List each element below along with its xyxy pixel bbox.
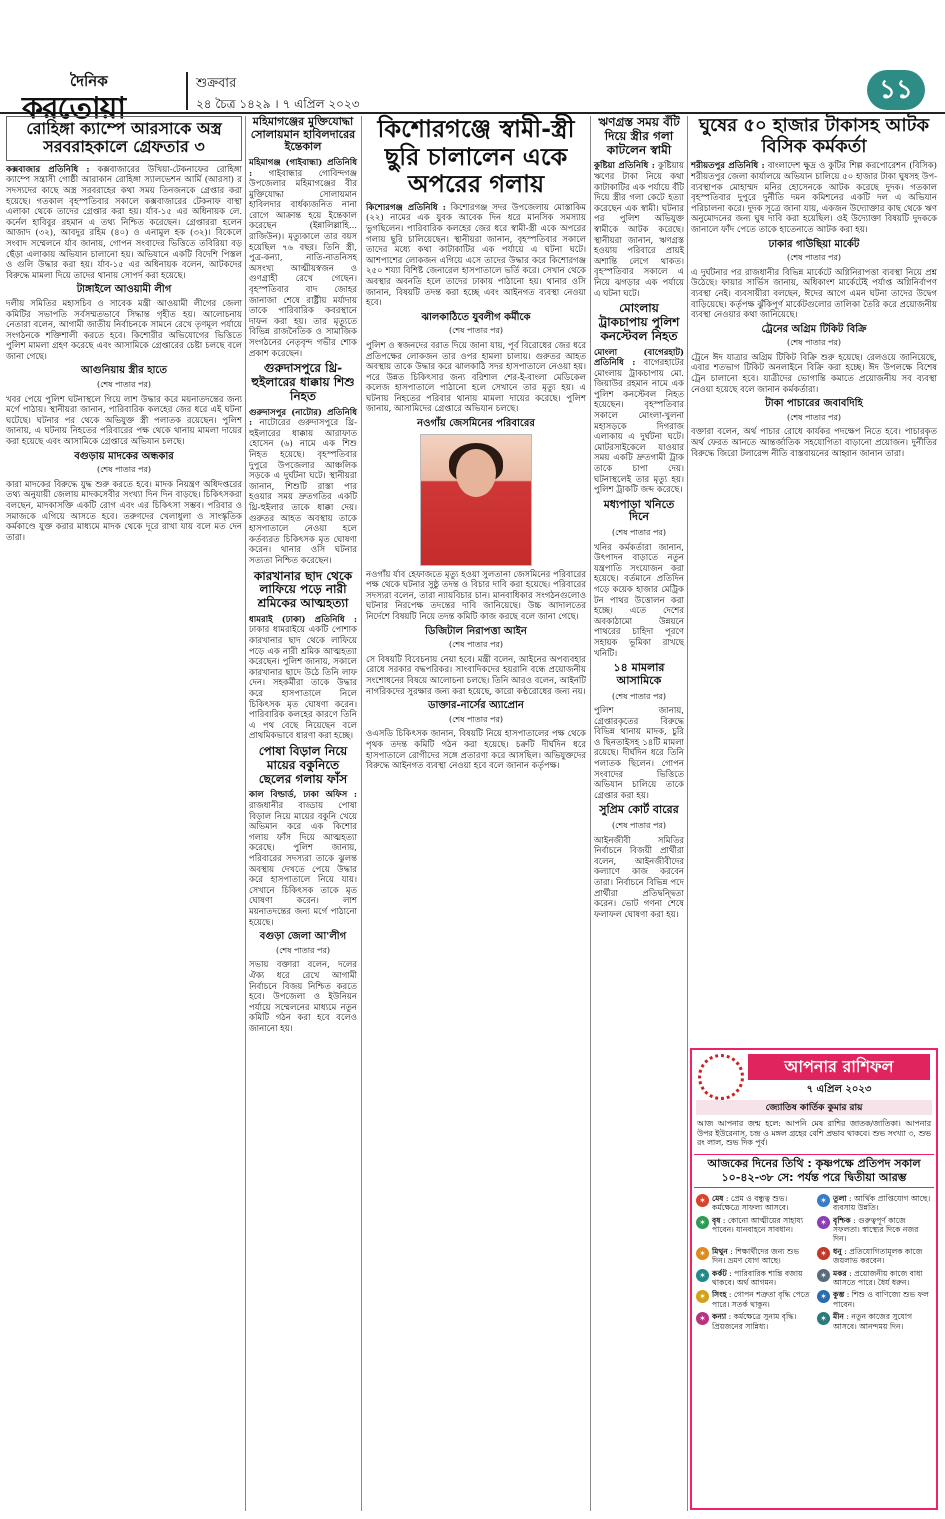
subhead-maddhapara: মধ্যপাড়া খনিতে দিনে — [603, 497, 675, 524]
article-body: ওএসডি চিকিৎসক জানান, বিষয়টি নিয়ে হাসপাতালের পক্ষ থেকে পৃথক তদন্ত কমিটি গঠন করা হয়েছে। চক্রটি দীর্ঘদিন ধরে হাসপাতালে রোগীদের সঙ্গে প্রতারণা করে আসছিল। অভিযুক্তদের বিরুদ্ধে আইনগত ব্যবস্থা নেওয়া হবে বলে জানান কর্তৃপক্ষ। — [366, 729, 586, 772]
continued-note: (শেষ পাতার পর) — [611, 821, 667, 831]
article-body: কারা মাদকের বিরুদ্ধে যুদ্ধ শুরু করতে হবে। মাদক নিয়ন্ত্রণ অধিদপ্তরের তথ্য অনুযায়ী জেলায় মাদকসেবীর সংখ্যা দিন দিন বাড়ছে। চিকিৎসকরা বলছেন, মাদকাসক্তি একটি রোগ এবং এর চিকিৎসা সম্ভব। পরিবার ও সমাজকে এগিয়ে আসতে হবে। তরুণদের খেলাধুলা ও সাংস্কৃতিক কর্মকাণ্ডে যুক্ত করার মাধ্যমে মাদক থেকে দূরে রাখা যায় বলে মত দেন তারা। — [6, 479, 242, 543]
subhead-child-killed: গুরুদাসপুরে থ্রি-হুইলারের ধাক্কায় শিশু নিহত — [251, 361, 355, 403]
zodiac-sign-item: ✶ কুম্ভ : শিশু ও বাণিজ্যে শুভ ফল পাবেন। — [817, 1290, 932, 1309]
zodiac-sign-item: ✶ মেষ : প্রেম ও বন্ধুত্ব শুভ। কর্মক্ষেত্রে সাফল্য আসবে। — [696, 1194, 811, 1213]
zodiac-icon: ✶ — [696, 1269, 709, 1282]
subhead-naogaon: নওগাঁয় জেসমিনের পরিবারের — [417, 418, 535, 430]
headline-husband: ঋণগ্রস্ত সময় বঁটি দিয়ে স্ত্রীর গলা কাটলেন স্বামী — [598, 115, 680, 157]
headline-freedom-fighter: মহিমাগঞ্জের মুক্তিযোদ্ধা সোলায়মান হাবিলদারের ইন্তেকাল — [250, 115, 356, 154]
headline-bribe: ঘুষের ৫০ হাজার টাকাসহ আটক বিসিক কর্মকর্তা — [698, 115, 930, 157]
zodiac-sign-name: কর্কট — [712, 1268, 727, 1278]
zodiac-grid — [692, 1192, 936, 1333]
zodiac-icon: ✶ — [817, 1312, 830, 1325]
zodiac-icon: ✶ — [696, 1247, 709, 1260]
horoscope-box — [690, 1048, 938, 1510]
article-body: খবর পেয়ে পুলিশ ঘটনাস্থলে গিয়ে লাশ উদ্ধার করে ময়নাতদন্তের জন্য মর্গে পাঠায়। স্থানীয়রা জানান, পারিবারিক কলহের জের ধরে এই ঘটনা ঘটেছে। ঘটনার পর থেকে অভিযুক্ত স্ত্রী পলাতক রয়েছেন। পুলিশ জানায়, এ ঘটনায় নিহতের পরিবারের পক্ষ থেকে থানায় মামলা দায়ের করা হয়েছে এবং আসামিকে গ্রেপ্তারে অভিযান চলছে। — [6, 394, 242, 448]
zodiac-sign-text: গোপন শত্রুতা বৃদ্ধি পেতে পারে। সতর্ক থাকুন। — [712, 1290, 810, 1309]
dateline: ২৪ চৈত্র ১৪২৯ । ৭ এপ্রিল ২০২৩ — [196, 97, 360, 111]
zodiac-icon: ✶ — [817, 1216, 830, 1229]
zodiac-sign-text: কোনো আত্মীয়ের সাহায্য পাবেন। যানবাহনে সাবধান। — [712, 1215, 804, 1234]
zodiac-sign-text: প্রেম ও বন্ধুত্ব শুভ। কর্মক্ষেত্রে সাফল্য আসবে। — [712, 1193, 789, 1213]
continued-note: (শেষ পাতার পর) — [448, 640, 504, 650]
article-body: সে বিষয়টি বিবেচনায় নেয়া হবে। মন্ত্রী বলেন, আইনের অপব্যবহার রোধে সরকার বদ্ধপরিকর। সাংবাদিকদের হয়রানি বন্ধে প্রয়োজনীয় সংশোধনের বিষয়ে আলোচনা চলছে। তিনি আরও বলেন, আইনটি নাগরিকদের সুরক্ষার জন্য করা হয়েছে, কারো কণ্ঠরোধের জন্য নয়। — [366, 654, 586, 697]
article-body: নওগাঁয় র্যাব হেফাজতে মৃত্যু হওয়া সুলতানা জেসমিনের পরিবারের পক্ষ থেকে ঘটনার সুষ্ঠু তদন্ত ও বিচার দাবি করা হয়েছে। পরিবারের সদস্যরা বলেন, তারা ন্যায়বিচার চান। মানবাধিকার সংগঠনগুলোও ঘটনার নিরপেক্ষ তদন্তের দাবি জানিয়েছে। উচ্চ আদালতের নির্দেশে বিষয়টি নিয়ে তদন্ত কমিটি কাজ করছে বলে জানা গেছে। — [366, 569, 586, 623]
byline: কাল বিল্ডার্ড, ঢাকা অফিস : — [249, 790, 357, 801]
article-body: খনির কর্মকর্তারা জানান, উৎপাদন বাড়াতে নতুন যন্ত্রপাতি সংযোজন করা হয়েছে। বর্তমানে প্রতিদিন গড়ে কয়েক হাজার মেট্রিক টন পাথর উত্তোলন করা হচ্ছে। এতে দেশের অবকাঠামো উন্নয়নে পাথরের চাহিদা পূরণে সহায়ক ভূমিকা রাখছে খনিটি। — [594, 542, 684, 659]
headline-kishoreganj: কিশোরগঞ্জে স্বামী-স্ত্রী ছুরি চালালেন একে অপরের গলায় — [377, 115, 575, 199]
page-number: ১১ — [867, 70, 925, 110]
astrologer-name: জ্যোতিষ কার্তিক কুমার রায় — [696, 1100, 932, 1115]
article-body: বক্তারা বলেন, অর্থ পাচার রোধে কার্যকর পদক্ষেপ নিতে হবে। পাচারকৃত অর্থ ফেরত আনতে আন্তর্জাতিক সহযোগিতা বাড়ানো প্রয়োজন। দুর্নীতির বিরুদ্ধে জিরো টলারেন্স নীতি বাস্তবায়নের আহ্বান জানান তারা। — [691, 427, 937, 459]
column-rule — [361, 116, 362, 1511]
subhead-digital-security: ডিজিটাল নিরাপত্তা আইন — [425, 625, 527, 637]
byline: কুষ্টিয়া প্রতিনিধি : — [594, 161, 655, 172]
zodiac-sign-item: ✶ ধনু : প্রতিযোগিতামূলক কাজে জয়লাভ করবেন। — [817, 1247, 932, 1266]
subhead-worker-suicide: কারখানার ছাদ থেকে লাফিয়ে পড়ে নারী শ্রমিকের আত্মহত্যা — [253, 568, 353, 611]
zodiac-sign-item: ✶ বৃশ্চিক : গুরুত্বপূর্ণ কাজে সফলতা। স্বাস্থ্যের দিকে নজর দিন। — [817, 1216, 932, 1244]
zodiac-icon: ✶ — [696, 1312, 709, 1325]
byline: ধামরাই (ঢাকা) প্রতিনিধি : — [249, 614, 357, 625]
continued-note: (শেষ পাতার পর) — [448, 326, 504, 336]
zodiac-icon: ✶ — [696, 1216, 709, 1229]
article-body: ট্রেনে ঈদ যাত্রার অগ্রিম টিকিট বিক্রি শুরু হয়েছে। রেলওয়ে জানিয়েছে, এবার শতভাগ টিকিট অনলাইনে বিক্রি করা হচ্ছে। ঈদ উপলক্ষে বিশেষ ট্রেন চালানো হবে। যাত্রীদের ভোগান্তি কমাতে প্রয়োজনীয় সব ব্যবস্থা নেওয়া হয়েছে বলে জানান কর্মকর্তারা। — [691, 352, 937, 395]
subhead-jhalokathi: ঝালকাঠিতে যুবলীগ কর্মীকে — [421, 311, 531, 323]
subhead-doctor-apron: ডাক্তার-নার্সের অ্যাপ্রোন — [428, 700, 524, 712]
zodiac-icon: ✶ — [817, 1194, 830, 1207]
column-2 — [249, 116, 357, 1511]
horoscope-title: আপনার রাশিফল — [748, 1054, 930, 1080]
zodiac-sign-item: ✶ বৃষ : কোনো আত্মীয়ের সাহায্য পাবেন। যানবাহনে সাবধান। — [696, 1216, 811, 1244]
subhead-pet-cat: পোষা বিড়াল নিয়ে মায়ের বকুনিতে ছেলের গলায় ফাঁস — [258, 744, 348, 786]
column-1 — [6, 116, 242, 1511]
article-body: পুলিশ জানায়, গ্রেপ্তারকৃতের বিরুদ্ধে বিভিন্ন থানায় মাদক, চুরি ও ছিনতাইসহ ১৪টি মামলা রয়েছে। দীর্ঘদিন ধরে তিনি পলাতক ছিলেন। গোপন সংবাদের ভিত্তিতে অভিযান চালিয়ে তাকে গ্রেপ্তার করা হয়। — [594, 706, 684, 801]
column-4 — [594, 116, 684, 1511]
zodiac-sign-text: নতুন কাজের সুযোগ আসবে। আনন্দময় দিন। — [833, 1312, 913, 1331]
masthead — [0, 0, 945, 126]
zodiac-sign-item: ✶ মীন : নতুন কাজের সুযোগ আসবে। আনন্দময় দিন। — [817, 1312, 932, 1331]
zodiac-sign-text: গুরুত্বপূর্ণ কাজে সফলতা। স্বাস্থ্যের দিকে নজর দিন। — [833, 1215, 919, 1244]
byline: কিশোরগঞ্জ প্রতিনিধি : — [366, 202, 446, 213]
portrait-photo — [420, 434, 532, 566]
logo-tagline: দৈনিক — [70, 72, 108, 90]
subhead-bogura-al: বগুড়া জেলা আ'লীগ — [259, 931, 347, 943]
zodiac-sign-item: ✶ সিংহ : গোপন শত্রুতা বৃদ্ধি পেতে পারে। সতর্ক থাকুন। — [696, 1290, 811, 1309]
zodiac-sign-text: আর্থিক প্রাপ্তিযোগ আছে। ব্যবসায় উন্নতি। — [833, 1193, 931, 1213]
zodiac-sign-item: ✶ তুলা : আর্থিক প্রাপ্তিযোগ আছে। ব্যবসায় উন্নতি। — [817, 1194, 932, 1213]
column-3 — [366, 116, 586, 1511]
column-5 — [691, 116, 937, 1042]
column-rule — [590, 116, 591, 1511]
zodiac-sign-name: মকর — [833, 1268, 847, 1278]
article-body: কুষ্টিয়ায় ঋণের টাকা নিয়ে কথা কাটাকাটির এক পর্যায়ে বঁটি দিয়ে স্ত্রীর গলা কেটে হত্যা করেছেন এক স্বামী। ঘটনার পর পুলিশ অভিযুক্ত স্বামীকে আটক করেছে। স্থানীয়রা জানান, ঋণগ্রস্ত হওয়ায় পরিবারে প্রায়ই অশান্তি লেগে থাকত। বৃহস্পতিবার সকালে এ নিয়ে ঝগড়ার এক পর্যায়ে এ ঘটনা ঘটে। — [594, 161, 685, 299]
horoscope-header — [692, 1050, 936, 1098]
article-body: নাটোরের গুরুদাসপুরে থ্রি-হুইলারের ধাক্কায় আরাফাত হোসেন (৬) নামে এক শিশু নিহত হয়েছে। বৃহস্পতিবার দুপুরে উপজেলার আঞ্চলিক সড়কে এ দুর্ঘটনা ঘটে। স্থানীয়রা জানান, শিশুটি রাস্তা পার হওয়ার সময় দ্রুতগতির একটি থ্রি-হুইলার তাকে ধাক্কা দেয়। গুরুতর আহত অবস্থায় তাকে হাসপাতালে নেওয়া হলে কর্তব্যরত চিকিৎসক মৃত ঘোষণা করেন। থানার ওসি ঘটনার সত্যতা নিশ্চিত করেছেন। — [249, 418, 358, 566]
zodiac-sign-name: মিথুন — [712, 1246, 728, 1256]
zodiac-sign-name: বৃষ — [712, 1215, 721, 1225]
article-body: এ দুর্ঘটনার পর রাজধানীর বিভিন্ন মার্কেটে অগ্নিনিরাপত্তা ব্যবস্থা নিয়ে প্রশ্ন উঠেছে। ফায়ার সার্ভিস জানায়, অধিকাংশ মার্কেটেই পর্যাপ্ত অগ্নিনির্বাপণ ব্যবস্থা নেই। ব্যবসায়ীরা বলছেন, ঈদের আগে এমন ঘটনা তাদের উদ্বেগ বাড়িয়েছে। কর্তৃপক্ষ ঝুঁকিপূর্ণ মার্কেটগুলোর তালিকা তৈরি করে প্রয়োজনীয় ব্যবস্থা নেওয়ার কথা জানিয়েছে। — [691, 267, 937, 321]
continued-note: (শেষ পাতার পর) — [275, 945, 331, 955]
zodiac-sign-item: ✶ কন্যা : কর্মক্ষেত্রে সুনাম বৃদ্ধি। প্রিয়জনের সান্নিধ্য। — [696, 1312, 811, 1331]
zodiac-sign-name: কন্যা — [712, 1312, 727, 1322]
article-body: বাংলাদেশ ক্ষুদ্র ও কুটির শিল্প করপোরেশন (বিসিক) শরীয়তপুর জেলা কার্যালয়ে অভিযান চালিয়ে ৫০ হাজার টাকা ঘুষসহ উপ-ব্যবস্থাপক মোহাম্মদ মনির হোসেনকে আটক করেছে দুদক। গতকাল বৃহস্পতিবার দুপুরে দুর্নীতি দমন কমিশনের একটি দল এ অভিযান পরিচালনা করে। দুদক সূত্রে জানা যায়, একজন উদ্যোক্তার কাছ থেকে ঋণ অনুমোদনের জন্য ঘুষ দাবি করা হয়েছিল। ওই উদ্যোক্তা বিষয়টি দুদককে জানালে ফাঁদ পেতে তাকে হাতেনাতে আটক করা হয়। — [691, 161, 937, 235]
continued-note: (শেষ পাতার পর) — [786, 338, 842, 348]
zodiac-icon: ✶ — [696, 1290, 709, 1303]
article-body: রাজধানীর বাড্ডায় পোষা বিড়াল নিয়ে মায়ের বকুনি খেয়ে অভিমান করে এক কিশোর গলায় ফাঁস দিয়ে আত্মহত্যা করেছে। পুলিশ জানায়, পরিবারের সদস্যরা তাকে ঝুলন্ত অবস্থায় দেখতে পেয়ে উদ্ধার করে হাসপাতালে নিয়ে যায়। সেখানে চিকিৎসক তাকে মৃত ঘোষণা করেন। লাশ ময়নাতদন্তের জন্য মর্গে পাঠানো হয়েছে। — [249, 801, 357, 928]
zodiac-icon: ✶ — [817, 1269, 830, 1282]
subhead-bogura-drugs: বগুড়ায় মাদকের অন্ধকার — [74, 450, 174, 462]
subhead-tangail: টাঙ্গাইলে আওয়ামী লীগ — [76, 284, 172, 296]
column-rule — [687, 116, 688, 1511]
tithi-banner: আজকের দিনের তিথি : কৃষ্ণপক্ষে প্রতিপদ সকাল ১০-৪২-৩৮ সে: পর্যন্ত পরে দ্বিতীয়া আরম্ভ — [694, 1154, 934, 1188]
continued-note: (শেষ পাতার পর) — [611, 528, 667, 538]
horoscope-date: ৭ এপ্রিল ২০২৩ — [806, 1084, 872, 1095]
article-body: সভায় বক্তারা বলেন, দলের ঐক্য ধরে রেখে আগামী নির্বাচনে বিজয় নিশ্চিত করতে হবে। উপজেলা ও ইউনিয়ন পর্যায়ে সম্মেলনের মাধ্যমে নতুন কমিটি গঠন করা হবে বলেও জানানো হয়। — [249, 960, 357, 1034]
article-body: ঢাকার ধামরাইয়ে একটি পোশাক কারখানার ছাদ থেকে লাফিয়ে পড়ে এক নারী শ্রমিক আত্মহত্যা করেছেন। পুলিশ জানায়, সকালে কারখানার ছাদে উঠে তিনি লাফ দেন। সহকর্মীরা তাকে উদ্ধার করে হাসপাতালে নিলে চিকিৎসক মৃত ঘোষণা করেন। পারিবারিক কলহের কারণে তিনি এ পথ বেছে নিয়েছেন বলে প্রাথমিকভাবে ধারণা করা হচ্ছে। — [249, 625, 357, 742]
horoscope-intro: আজ আপনার জন্ম হলে: আপনি মেষ রাশির জাতক/জাতিকা। আপনার উপর ইউরেনাস, চন্দ্র ও মঙ্গল গ্রহের বেশি প্রভাব থাকবে। শুভ সংখ্যা ৩, শুভ রং লাল, শুভ দিক পূর্ব। — [697, 1119, 931, 1148]
zodiac-sign-name: মেষ — [712, 1193, 724, 1203]
masthead-divider — [186, 72, 188, 110]
article-body: পুলিশ ও স্বজনদের বরাত দিয়ে জানা যায়, পূর্ব বিরোধের জের ধরে প্রতিপক্ষের লোকজন তার ওপর হামলা চালায়। গুরুতর আহত অবস্থায় তাকে উদ্ধার করে ঝালকাঠি সদর হাসপাতালে নেওয়া হয়। পরে উন্নত চিকিৎসার জন্য বরিশাল শের-ই-বাংলা মেডিকেল কলেজ হাসপাতালে পাঠানো হলে সেখানে তার মৃত্যু হয়। এ ঘটনায় নিহতের পরিবার থানায় মামলা দায়ের করেছে। পুলিশ জানায়, আসামিদের গ্রেপ্তারে অভিযান চলছে। — [366, 340, 586, 415]
byline: গুরুদাসপুর (নাটোর) প্রতিনিধি : — [249, 407, 357, 429]
zodiac-sign-name: কুম্ভ — [833, 1290, 845, 1300]
zodiac-sign-text: কর্মক্ষেত্রে সুনাম বৃদ্ধি। প্রিয়জনের সান্নিধ্য। — [712, 1312, 797, 1331]
byline: মোংলা (বাগেরহাট) প্রতিনিধি : — [594, 347, 684, 369]
article-body: দলীয় সমিতির মহাসচিব ও সাবেক মন্ত্রী আওয়ামী লীগের জেলা কমিটির সভাপতি সর্বসম্মতভাবে সিদ্ধান্ত গৃহীত হয়। আলোচনায় নেতারা বলেন, আগামী জাতীয় নির্বাচনকে সামনে রেখে তৃণমূল পর্যায়ে সংগঠনকে শক্তিশালী করতে হবে। কিশোরীর অভিযোগের ভিত্তিতে পুলিশ মামলা গ্রহণ করেছে এবং আসামিকে গ্রেপ্তারের চেষ্টা চলছে বলে জানা গেছে। — [6, 298, 242, 362]
continued-note: (শেষ পাতার পর) — [96, 380, 152, 390]
zodiac-sign-text: প্রতিযোগিতামূলক কাজে জয়লাভ করবেন। — [833, 1246, 923, 1266]
zodiac-sign-name: মীন — [833, 1312, 844, 1322]
byline: শরীয়তপুর প্রতিনিধি : — [691, 161, 765, 172]
subhead-gausia-market: ঢাকার গাউছিয়া মার্কেট — [768, 238, 860, 250]
article-body: কক্সবাজারের উখিয়া-টেকনাফের রোহিঙ্গা ক্যাম্পে সন্ত্রাসী গোষ্ঠী আরাকান রোহিঙ্গা স্যালভেশন আর্মি (আরসা) র সদস্যদের কাছে অস্ত্র সরবরাহের কথা সময় তিনজনকে গ্রেপ্তার করা হয়েছে। গতকাল বৃহস্পতিবার সকালে কক্সবাজারের টেকনাফ বাস্থা এলাকা থেকে তাদের গ্রেপ্তার করা হয়। র্যাব-১৫ এর অধিনায়ক লে. কর্নেল হাবিবুর রহমান এ তথ্য নিশ্চিত করেছেন। গ্রেপ্তাররা হলেন আজাদ (৩২), আবদুর রহিম (৪০) ও এনামুল হক (৩২)। বিকেলে সংবাদ সম্মেলনে র্যাব জানায়, গোপন সংবাদের ভিত্তিতে তবিরিয়া বড় ছেঁড়া এলাকায় অভিযান চালানো হয়। অভিযানে একটি বিদেশি পিস্তল ও গুলি উদ্ধার করা হয়। র্যাব-১৫ এর অধিনায়ক বলেন, আটকদের বিরুদ্ধে মামলা দিয়ে তাদের থানায় সোপর্দ করা হয়েছে। — [6, 164, 242, 281]
zodiac-icon: ✶ — [817, 1290, 830, 1303]
continued-note: (শেষ পাতার পর) — [786, 253, 842, 263]
subhead-wife: আগুনিয়ায় স্ত্রীর হাতে — [81, 365, 167, 377]
article-body: কিশোরগঞ্জ সদর উপজেলায় মোস্তাকিম (২২) নামের এক যুবক আবেক দিন ধরে মানসিক সমস্যায় ভুগছিলেন। পারিবারিক কলহের জের ধরে স্বামী-স্ত্রী একে অপরের গলায় ছুরি চালিয়েছেন। স্থানীয়রা জানান, বৃহস্পতিবার সকালে তাদের মধ্যে কথা কাটাকাটির এক পর্যায়ে এ ঘটনা ঘটে। আশপাশের লোকজন এগিয়ে এসে তাদের উদ্ধার করে কিশোরগঞ্জ ২৫০ শয্যা বিশিষ্ট জেনারেল হাসপাতালে ভর্তি করে। সেখান থেকে অবস্থার অবনতি হলে তাদের ঢাকায় পাঠানো হয়। থানার ওসি জানান, বিষয়টি তদন্ত করা হচ্ছে এবং আইনগত ব্যবস্থা নেওয়া হবে। — [366, 202, 587, 309]
weekday: শুক্রবার — [196, 76, 237, 91]
zodiac-wheel-icon — [698, 1054, 744, 1100]
headline-rohingya: রোহিঙ্গা ক্যাম্পে আরসাকে অস্ত্র সরবরাহকালে গ্রেফতার ৩ — [6, 116, 242, 161]
zodiac-icon: ✶ — [817, 1247, 830, 1260]
subhead-train-ticket: ট্রেনের অগ্রিম টিকিট বিক্রি — [761, 323, 867, 335]
article-body: গাইবান্ধার গোবিন্দগঞ্জ উপজেলার মহিমাগঞ্জের বীর মুক্তিযোদ্ধা সোলায়মান হাবিলদার বার্ধক্যজনিত নানা রোগে আক্রান্ত হয়ে ইন্তেকাল করেছেন (ইন্নালিল্লাহি... রাজিউন)। মৃত্যুকালে তার বয়স হয়েছিল ৭৬ বছর। তিনি স্ত্রী, পুত্র-কন্যা, নাতি-নাতনিসহ অসংখ্য আত্মীয়স্বজন ও গুণগ্রাহী রেখে গেছেন। বৃহস্পতিবার বাদ জোহর জানাজা শেষে রাষ্ট্রীয় মর্যাদায় তাকে পারিবারিক কবরস্থানে দাফন করা হয়। তার মৃত্যুতে বিভিন্ন রাজনৈতিক ও সামাজিক সংগঠনের নেতৃবৃন্দ গভীর শোক প্রকাশ করেছেন। — [249, 168, 357, 359]
zodiac-icon: ✶ — [696, 1194, 709, 1207]
subhead-mongla: মোংলায় ট্রাকচাপায় পুলিশ কনস্টেবল নিহত — [598, 301, 680, 343]
zodiac-sign-item: ✶ কর্কট : পারিবারিক শান্তি বজায় থাকবে। অর্থ আগমন। — [696, 1269, 811, 1288]
zodiac-sign-name: বৃশ্চিক — [833, 1215, 851, 1225]
article-body: আইনজীবী সমিতির নির্বাচনে বিজয়ী প্রার্থীরা বলেন, আইনজীবীদের কল্যাণে কাজ করবেন তারা। নির্বাচনে বিভিন্ন পদে প্রার্থীরা প্রতিদ্বন্দ্বিতা করেন। ভোট গণনা শেষে ফলাফল ঘোষণা করা হয়। — [594, 835, 684, 920]
continued-note: (শেষ পাতার পর) — [96, 465, 152, 475]
continued-note: (শেষ পাতার পর) — [611, 691, 667, 701]
zodiac-sign-text: প্রয়োজনীয় কাজে বাধা আসতে পারে। ধৈর্য ধরুন। — [833, 1268, 923, 1288]
continued-note: (শেষ পাতার পর) — [786, 412, 842, 422]
zodiac-sign-name: ধনু — [833, 1246, 842, 1256]
subhead-money-laundering: টাকা পাচারের জবাবদিহি — [765, 398, 863, 410]
newspaper-logo: করতোয়া — [22, 91, 126, 126]
zodiac-sign-text: শিশু ও বাণিজ্যে শুভ ফল পাবেন। — [833, 1290, 929, 1309]
zodiac-sign-text: শিক্ষার্থীদের জন্য শুভ দিন। ভ্রমণ যোগ আছে। — [712, 1246, 800, 1266]
zodiac-sign-item: ✶ মকর : প্রয়োজনীয় কাজে বাধা আসতে পারে। ধৈর্য ধরুন। — [817, 1269, 932, 1288]
subhead-supreme-court: সুপ্রিম কোর্ট বারের — [599, 803, 679, 817]
subhead-14-cases: ১৪ মামলার আসামিকে — [613, 661, 665, 687]
zodiac-sign-text: পারিবারিক শান্তি বজায় থাকবে। অর্থ আগমন। — [712, 1268, 803, 1288]
zodiac-sign-name: তুলা — [833, 1193, 847, 1203]
byline: কক্সবাজার প্রতিনিধি : — [6, 164, 90, 175]
article-body: বাগেরহাটের মোংলায় ট্রাকচাপায় মো. জিয়াউর রহমান নামে এক পুলিশ কনস্টেবল নিহত হয়েছেন। বৃহস্পতিবার সকালে মোংলা-খুলনা মহাসড়কে দিগরাজ এলাকায় এ দুর্ঘটনা ঘটে। মোটরসাইকেলে যাওয়ার সময় একটি দ্রুতগামী ট্রাক তাকে চাপা দেয়। ঘটনাস্থলেই তার মৃত্যু হয়। পুলিশ ট্রাকটি জব্দ করেছে। — [594, 358, 685, 496]
continued-note: (শেষ পাতার পর) — [448, 714, 504, 724]
byline: মহিমাগঞ্জ (গাইবান্ধা) প্রতিনিধি : — [249, 157, 357, 179]
zodiac-sign-name: সিংহ — [712, 1290, 727, 1300]
zodiac-sign-item: ✶ মিথুন : শিক্ষার্থীদের জন্য শুভ দিন। ভ্রমণ যোগ আছে। — [696, 1247, 811, 1266]
column-rule — [245, 116, 246, 1511]
